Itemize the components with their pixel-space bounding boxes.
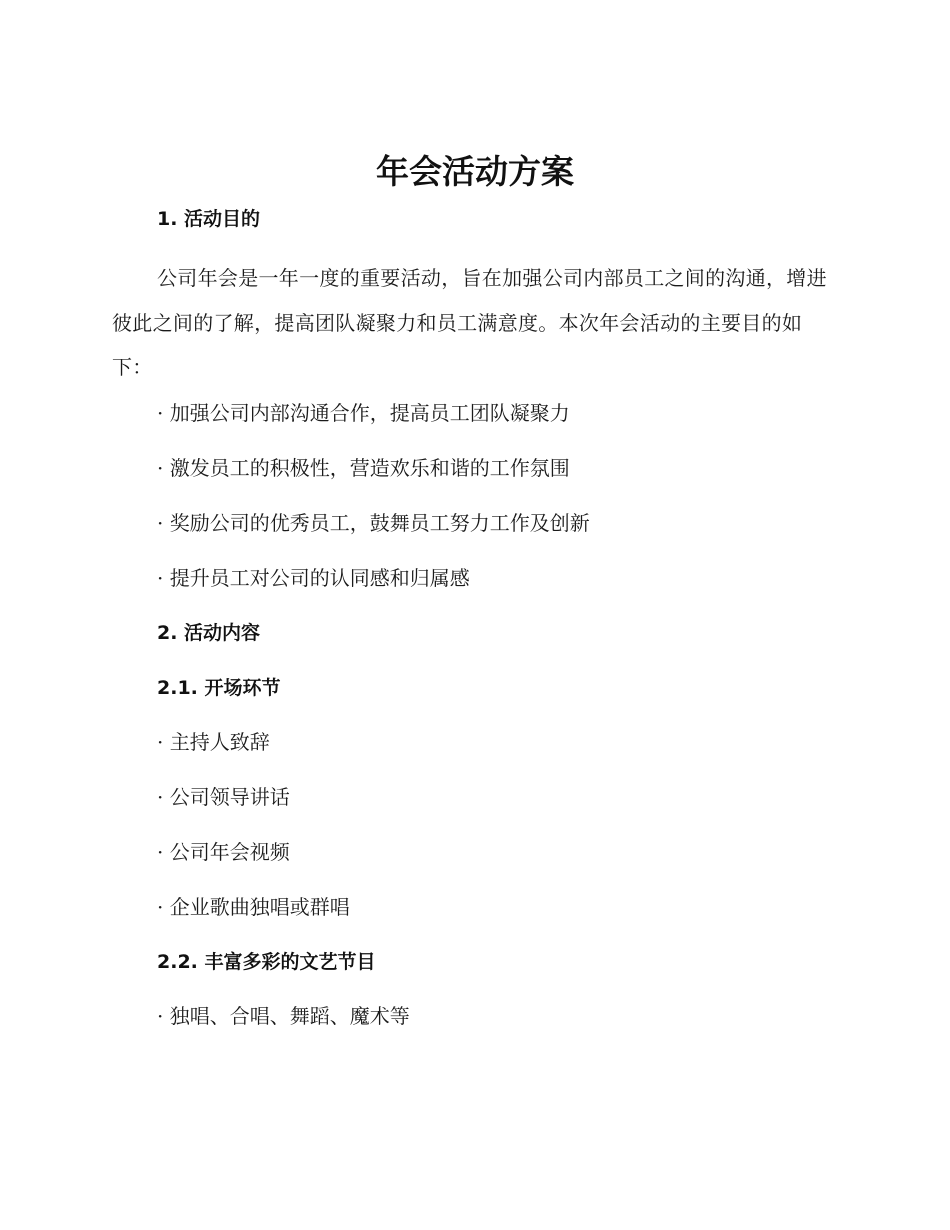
bullet-item: · 奖励公司的优秀员工，鼓舞员工努力工作及创新 [157, 511, 590, 535]
section-heading-purpose: 1. 活动目的 [157, 208, 261, 230]
subsection-heading-performances: 2.2. 丰富多彩的文艺节目 [157, 951, 376, 973]
bullet-item: · 激发员工的积极性，营造欢乐和谐的工作氛围 [157, 456, 570, 480]
subsection-heading-opening: 2.1. 开场环节 [157, 677, 281, 699]
section-heading-content: 2. 活动内容 [157, 622, 261, 644]
bullet-item: · 加强公司内部沟通合作，提高员工团队凝聚力 [157, 401, 570, 425]
bullet-item: · 独唱、合唱、舞蹈、魔术等 [157, 1004, 410, 1028]
document-title: 年会活动方案 [376, 152, 574, 191]
bullet-item: · 企业歌曲独唱或群唱 [157, 895, 350, 919]
bullet-item: · 公司领导讲话 [157, 785, 290, 809]
bullet-item: · 主持人致辞 [157, 730, 270, 754]
bullet-item: · 提升员工对公司的认同感和归属感 [157, 566, 470, 590]
intro-paragraph: 公司年会是一年一度的重要活动，旨在加强公司内部员工之间的沟通，增进彼此之间的了解，提高团队凝聚力和员工满意度。本次年会活动的主要目的如下： [112, 266, 827, 379]
bullet-item: · 公司年会视频 [157, 840, 290, 864]
